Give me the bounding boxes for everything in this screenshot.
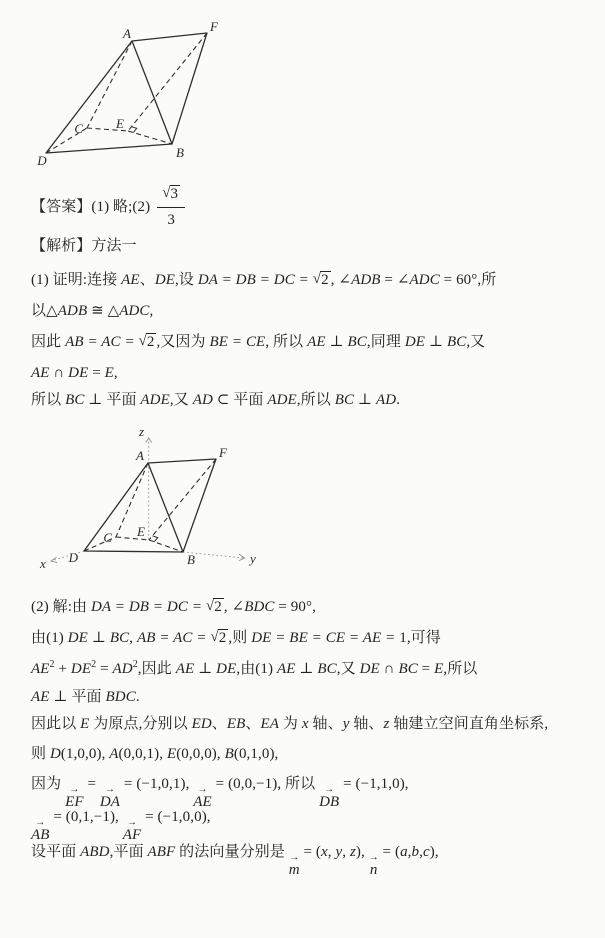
text-run: ), [429, 844, 439, 860]
text-run: 所以 [31, 392, 66, 408]
vertex-label-c: C [74, 121, 83, 136]
math-run: AE [31, 689, 50, 705]
math-run: DE [154, 272, 176, 288]
math-run: ADE [140, 392, 170, 408]
text-run: , [407, 844, 412, 860]
figure-tetrahedron-axes [38, 420, 278, 590]
text-run: = 60°,所 [439, 272, 497, 288]
vector-arrow-icon: → [35, 817, 46, 828]
text-run: , ∠ [330, 272, 352, 288]
text-run: ⊥ 平面 [49, 689, 106, 705]
text-run: 则 [31, 746, 50, 762]
text-run: ⊥ [425, 334, 447, 350]
superscript-run: 2 [91, 659, 97, 670]
math-run: BC [398, 661, 418, 677]
text-run: ⊥ [87, 630, 110, 646]
text-run: , ∠ [223, 599, 245, 615]
text-run: (2) 解:由 [31, 599, 91, 615]
solve-line [31, 807, 599, 844]
math-run: AB = AC = [65, 334, 139, 350]
math-run: ADC [409, 272, 440, 288]
math-run: z [349, 844, 356, 860]
analysis-method-line [31, 236, 599, 257]
vector-expression: → AF [122, 817, 142, 843]
sqrt-expression: √2 [210, 629, 227, 646]
math-run: E [166, 746, 177, 762]
math-run: c [423, 844, 430, 860]
text-run: ∩ [379, 661, 399, 677]
vertex-label-f: F [210, 19, 218, 34]
proof-line [31, 363, 599, 384]
math-run: DA = DB = DC = [90, 599, 206, 615]
math-run: x [301, 716, 309, 732]
right-angle-mark [153, 536, 158, 542]
solve-line [31, 597, 599, 618]
math-run: DE [404, 334, 426, 350]
proof-line [31, 270, 599, 291]
figure-tetrahedron [30, 16, 240, 178]
vector-arrow-icon: → [289, 852, 300, 863]
text-run: ⊥ [325, 334, 348, 350]
math-run: y [342, 716, 350, 732]
text-run: = [83, 776, 100, 792]
math-run: EA [260, 716, 280, 732]
text-run: ⊥ [295, 661, 318, 677]
text-run: (1,0,0), [60, 746, 110, 762]
text-run: ⊥ [354, 392, 376, 408]
math-run: ADB [57, 303, 88, 319]
math-run: ABD [80, 844, 110, 860]
math-run: ABF [147, 844, 176, 860]
text-run: ,由(1) [236, 661, 277, 677]
text-run: ,又 [466, 334, 486, 350]
text-run: 、 [139, 272, 155, 288]
vertex-label-b: B [187, 552, 195, 567]
text-run: ⊥ [194, 661, 217, 677]
text-run: = (−1,0,0), [141, 809, 211, 825]
figure-vertex-labels [39, 424, 256, 571]
math-run: z [383, 716, 390, 732]
text-run: ,又 [336, 661, 360, 677]
text-run: (0,0,1), [118, 746, 167, 762]
text-run: ), [355, 844, 369, 860]
text-run: 1,可得 [399, 630, 441, 646]
proof-line [31, 301, 599, 322]
text-run: , [342, 844, 350, 860]
text-run: (0,1,0), [233, 746, 279, 762]
sqrt-expression: √3 [162, 184, 179, 202]
text-run: = (−1,0,1), [120, 776, 194, 792]
text-run: ≅ △ [87, 303, 120, 319]
vector-expression: → DB [319, 784, 340, 810]
text-run: , [129, 630, 137, 646]
vector-arrow-icon: → [324, 784, 335, 795]
math-run: DA = DB = DC = [197, 272, 313, 288]
vertex-label-d: D [37, 153, 47, 168]
text-run: = ( [299, 844, 322, 860]
superscript-run: 2 [132, 659, 138, 670]
sqrt-expression: √2 [138, 333, 155, 350]
vector-arrow-icon: → [368, 852, 379, 863]
math-run: BC [65, 392, 85, 408]
math-run: AD [112, 661, 133, 677]
vertex-label-a: A [123, 26, 131, 41]
text-run: ,同理 [366, 334, 405, 350]
math-run: A [109, 746, 119, 762]
vertex-label-e: E [116, 116, 124, 131]
text-run: 为 [279, 716, 302, 732]
text-run: , [419, 844, 423, 860]
text-run: , [113, 365, 118, 381]
text-run: 、 [211, 716, 227, 732]
vector-expression: → n [368, 852, 379, 878]
text-run: + [54, 661, 71, 677]
text-run: = (0,0,−1), 所以 [211, 776, 320, 792]
text-run: ,设 [175, 272, 198, 288]
vertex-label-f: F [219, 445, 227, 460]
math-run: AE [31, 661, 50, 677]
math-run: x [321, 844, 328, 860]
figure-hidden-edges [46, 33, 207, 153]
proof-line [31, 332, 599, 353]
math-run: b [411, 844, 420, 860]
math-run: AB = AC = [136, 630, 211, 646]
text-run: ,则 [228, 630, 252, 646]
solve-line [31, 659, 599, 680]
text-run: ⊂ 平面 [212, 392, 268, 408]
text-run: = (0,1,−1), [49, 809, 123, 825]
math-run: BC [347, 334, 367, 350]
text-run: = ∠ [380, 272, 410, 288]
math-run: AE [307, 334, 326, 350]
text-run: ,又 [169, 392, 193, 408]
math-run: BDC [244, 599, 275, 615]
text-run: = [417, 661, 435, 677]
solve-line [31, 628, 599, 649]
vector-expression: → AE [193, 784, 212, 810]
text-run: ,因此 [137, 661, 176, 677]
vertex-label-d: D [68, 550, 78, 565]
text-run: 、 [245, 716, 261, 732]
superscript-run: 2 [49, 659, 55, 670]
math-run: AD [192, 392, 213, 408]
vector-expression: → DA [99, 784, 121, 810]
text-run: . [135, 689, 140, 705]
text-run: , 所以 [265, 334, 308, 350]
text-run: 因此 [31, 334, 66, 350]
text-run: , [149, 303, 154, 319]
text-run: = (−1,1,0), [339, 776, 409, 792]
vector-expression: → m [288, 852, 300, 878]
figure-vertex-labels [36, 19, 219, 168]
math-run: DE [70, 661, 92, 677]
math-run: DE [216, 661, 237, 677]
text-run: 以△ [31, 303, 58, 319]
text-run: = 90°, [274, 599, 316, 615]
math-run: BC [446, 334, 467, 350]
text-run: . [396, 392, 401, 408]
text-run: ∩ [49, 365, 69, 381]
vector-arrow-icon: → [104, 784, 115, 795]
math-run: E [434, 661, 444, 677]
math-run: B [224, 746, 234, 762]
sqrt-expression: √2 [205, 598, 222, 615]
math-run: EB [226, 716, 246, 732]
solve-line [31, 687, 599, 708]
coordinate-axes [51, 438, 244, 561]
text-run: 因此以 [31, 716, 81, 732]
math-run: ED [191, 716, 212, 732]
solve-line [31, 774, 599, 811]
text-run: 【解析】方法一 [31, 238, 137, 254]
math-run: a [400, 844, 408, 860]
vertex-label-a: A [136, 448, 144, 463]
math-run: ADB [351, 272, 381, 288]
math-run: D [49, 746, 61, 762]
text-run: (0,0,0), [176, 746, 225, 762]
math-run: DE = BE = CE = AE = [251, 630, 400, 646]
text-run: 为原点,分别以 [89, 716, 192, 732]
math-run: BC [334, 392, 355, 408]
vector-arrow-icon: → [127, 817, 138, 828]
solve-line [31, 744, 599, 765]
text-run: ,所以 [296, 392, 335, 408]
math-run: AE [175, 661, 195, 677]
math-run: AD [375, 392, 397, 408]
text-run: ⊥ 平面 [84, 392, 141, 408]
text-run: 由(1) [31, 630, 68, 646]
math-run: DE [67, 630, 88, 646]
text-run: (1) 证明:连接 [31, 272, 122, 288]
math-run: ADC [119, 303, 150, 319]
text-run: = [96, 661, 113, 677]
math-run: ADE [267, 392, 297, 408]
axis-label-z: z [138, 424, 144, 439]
text-run: 的法向量分别是 [175, 844, 289, 860]
text-run: = ( [378, 844, 401, 860]
math-run: BC [317, 661, 337, 677]
math-run: AE [31, 365, 50, 381]
axis-arrowheads [51, 438, 245, 563]
math-run: DE [68, 365, 89, 381]
text-run: = [88, 365, 105, 381]
text-run: ,又因为 [156, 334, 210, 350]
math-run: AE [121, 272, 140, 288]
math-run: E [80, 716, 90, 732]
text-run: 轴建立空间直角坐标系, [389, 716, 549, 732]
math-run: BC [109, 630, 130, 646]
vertex-label-b: B [176, 145, 184, 160]
answer-line [31, 184, 599, 230]
proof-line [31, 390, 599, 411]
axis-label-y: y [250, 551, 256, 566]
vector-arrow-icon: → [197, 784, 208, 795]
vector-expression: → AB [31, 817, 50, 843]
solve-line [31, 842, 599, 879]
math-run: DE [359, 661, 380, 677]
math-run: BDC [105, 689, 136, 705]
math-run: y [335, 844, 343, 860]
vector-expression: → EF [65, 784, 84, 810]
math-run: BE = CE [209, 334, 266, 350]
text-run: 轴、 [308, 716, 343, 732]
text-run: 设平面 [31, 844, 81, 860]
solve-line [31, 714, 599, 735]
text-run: 因为 [31, 776, 66, 792]
text-run: 【答案】(1) 略;(2) [31, 198, 151, 215]
text-run: ,平面 [109, 844, 148, 860]
vertex-label-e: E [137, 524, 145, 539]
vector-arrow-icon: → [69, 784, 80, 795]
text-run: ,所以 [443, 661, 478, 677]
math-run: AE [276, 661, 296, 677]
sqrt-expression: √2 [312, 271, 329, 288]
axis-label-x: x [40, 556, 46, 571]
vertex-label-c: C [103, 530, 112, 545]
text-run: , [327, 844, 336, 860]
fraction-expression: √3 3 [157, 184, 185, 231]
text-run: 轴、 [349, 716, 384, 732]
math-run: E [104, 365, 114, 381]
